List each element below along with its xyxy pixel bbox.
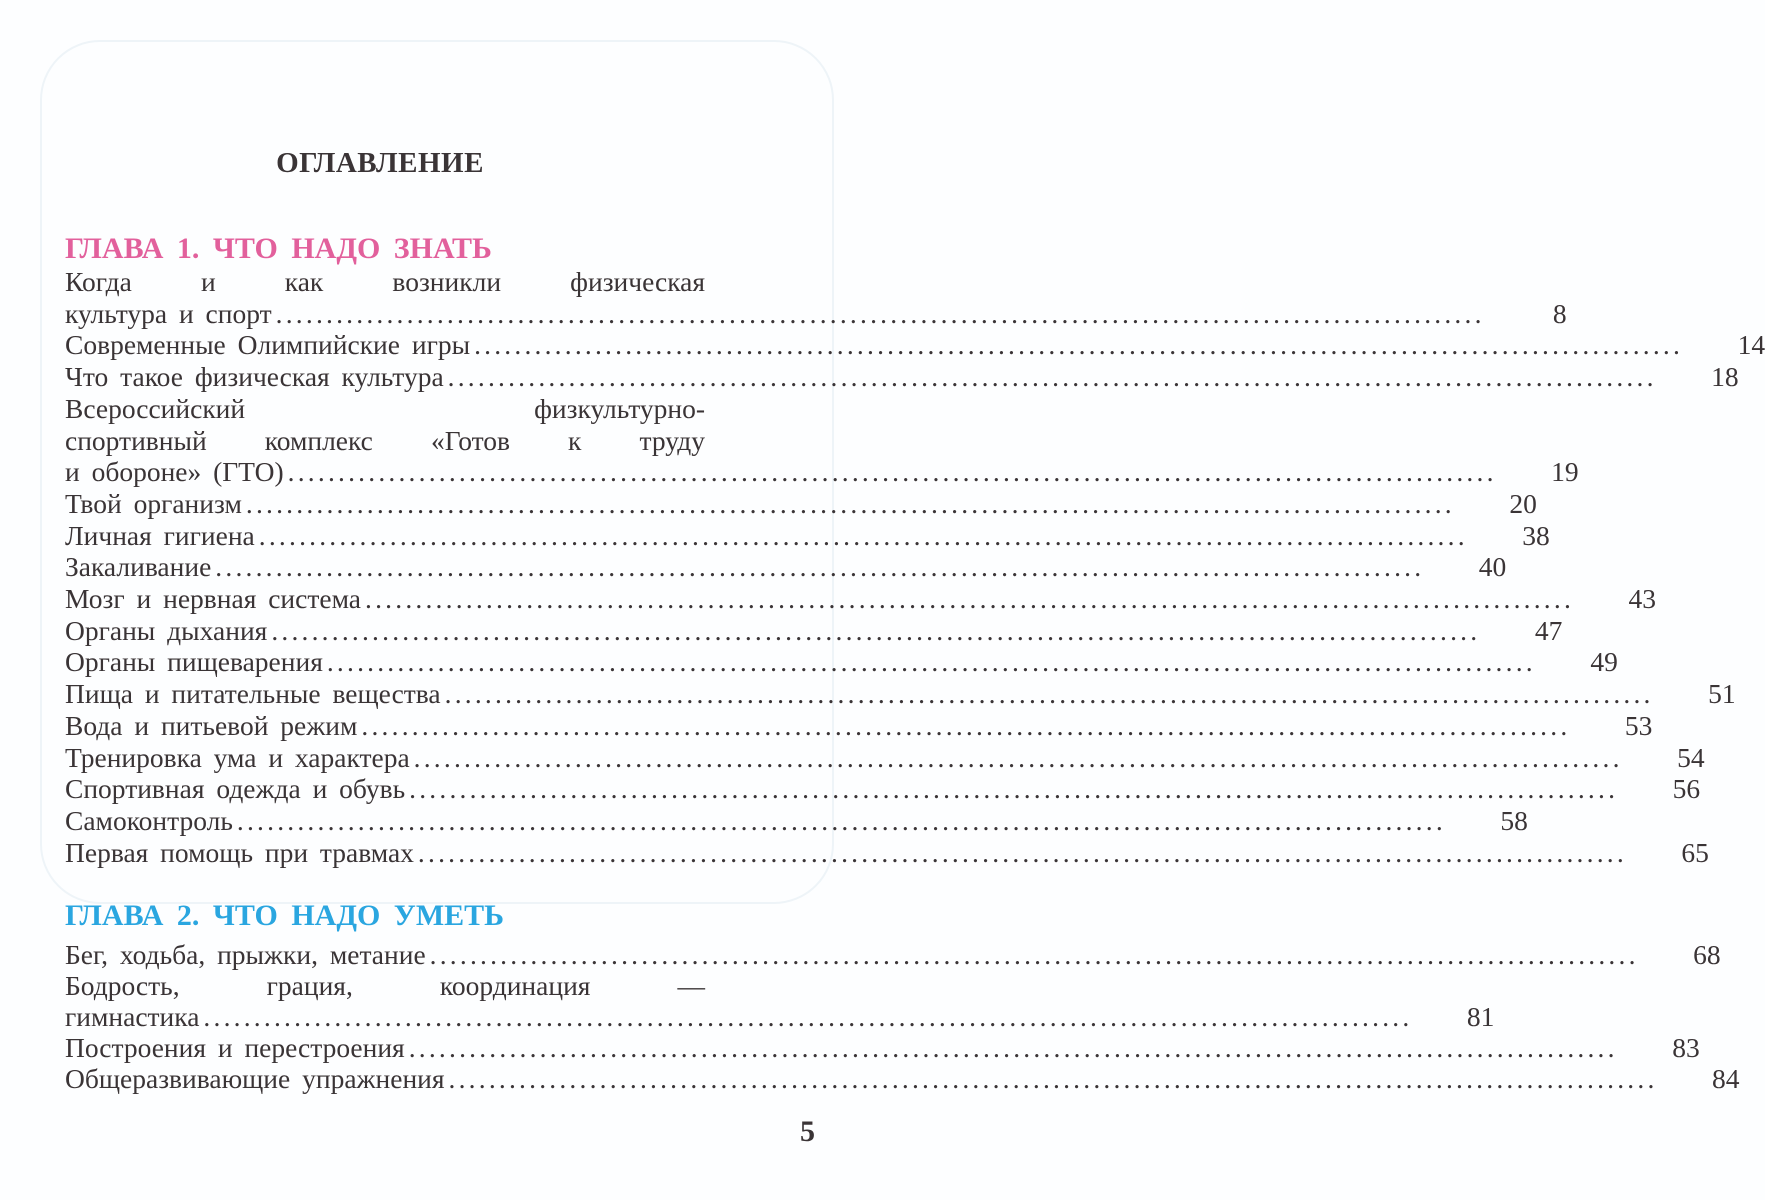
toc-entry-page: 20 [1509,487,1537,519]
dot-leader: ........................................................................................................................ [448,1063,1658,1094]
page-title: ОГЛАВЛЕНИЕ [276,147,484,179]
toc-entry-title: Общеразвивающие упражнения [65,1063,445,1094]
toc-entry[interactable] [65,804,1528,837]
toc-entry-title: Твой организм [65,487,242,519]
toc-entry-title: Всероссийский физкультурно- [65,392,705,424]
dot-leader: ........................................................................................................................ [413,741,1623,773]
toc-entry-title: Закаливание [65,551,212,583]
dot-leader: ........................................................................................................................ [429,939,1639,970]
toc-entry[interactable] [65,392,1579,488]
toc-entry-page: 18 [1711,361,1739,393]
toc-entry-page: 51 [1708,678,1736,710]
chapter-2-entries [65,939,1740,1094]
chapter-2-heading: ГЛАВА 2. ЧТО НАДО УМЕТЬ [65,899,504,932]
toc-entry-page: 65 [1681,836,1709,868]
toc-entry-page: 83 [1672,1032,1700,1063]
toc-entry-title: Современные Олимпийские игры [65,329,471,361]
chapter-1-entries [65,266,1765,868]
toc-entry[interactable] [65,773,1701,805]
dot-leader: ........................................................................................................................ [326,646,1536,678]
toc-entry-page: 54 [1677,741,1705,773]
dot-leader: ........................................................................................................................ [417,836,1627,868]
toc-entry[interactable] [65,551,1507,583]
toc-entry[interactable] [65,361,1739,393]
chapter-1-heading: ГЛАВА 1. ЧТО НАДО ЗНАТЬ [65,232,492,265]
toc-entry-page: 19 [1551,456,1579,488]
toc-entry[interactable] [65,1032,1700,1063]
dot-leader: ........................................................................................................................ [408,1032,1618,1063]
toc-entry-title: спортивный комплекс «Готов к труду [65,424,705,456]
toc-entry-title: Органы дыхания [65,614,268,646]
toc-entry-title: Бег, ходьба, прыжки, метание [65,939,426,970]
dot-leader: ........................................................................................................................ [275,297,1485,329]
toc-entry-page: 53 [1624,709,1653,741]
dot-leader: ........................................................................................................................ [245,487,1455,519]
dot-leader: ........................................................................................................................ [361,709,1571,741]
toc-entry[interactable] [65,646,1618,678]
toc-entry-page: 47 [1534,614,1563,646]
toc-entry-title: Когда и как возникли физическая [65,266,705,297]
toc-entry-title: Вода и питьевой режим [65,709,358,741]
toc-entry[interactable] [65,487,1537,520]
toc-entry-title: Органы пищеварения [65,646,323,678]
toc-entry-page: 14 [1737,329,1765,361]
toc-entry[interactable] [65,741,1705,774]
toc-entry-page: 58 [1500,804,1528,836]
toc-entry-title: Что такое физическая культура [65,361,444,393]
toc-entry-title: Первая помощь при травмах [65,836,414,868]
dot-leader: ........................................................................................................................ [444,678,1654,710]
toc-entry[interactable] [65,1063,1740,1094]
toc-entry-title: гимнастика [65,1001,200,1032]
toc-entry-title: Спортивная одежда и обувь [65,773,406,805]
toc-entry-page: 84 [1712,1063,1740,1094]
dot-leader: ........................................................................................................................ [203,1001,1413,1032]
toc-entry[interactable] [65,939,1721,970]
toc-entry-title: и обороне» (ГТО) [65,456,284,488]
toc-entry[interactable] [65,709,1653,742]
toc-entry-title: Построения и перестроения [65,1032,405,1063]
toc-entry-title: Самоконтроль [65,804,233,836]
toc-entry[interactable] [65,519,1550,552]
toc-entry-page: 38 [1522,519,1550,551]
toc-entry-page: 56 [1672,773,1701,805]
toc-entry[interactable] [65,583,1657,615]
dot-leader: ........................................................................................................................ [447,361,1657,393]
toc-entry-title: Тренировка ума и характера [65,741,410,773]
toc-entry-page: 68 [1693,939,1721,970]
toc-entry-title: Бодрость, грация, координация — [65,970,705,1001]
dot-leader: ........................................................................................................................ [365,583,1575,615]
toc-entry[interactable] [65,836,1709,869]
dot-leader: ........................................................................................................................ [271,614,1481,646]
toc-entry-page: 43 [1628,583,1657,615]
dot-leader: ........................................................................................................................ [215,551,1425,583]
toc-entry[interactable] [65,970,1495,1032]
toc-entry-title: Мозг и нервная система [65,583,362,615]
toc-entry-title: Личная гигиена [65,519,255,551]
toc-entry-page: 8 [1552,297,1567,329]
page-number: 5 [800,1115,815,1148]
toc-entry[interactable] [65,678,1736,710]
dot-leader: ........................................................................................................................ [236,804,1446,836]
toc-entry-page: 40 [1478,551,1507,583]
dot-leader: ........................................................................................................................ [287,456,1497,488]
dot-leader: ........................................................................................................................ [258,519,1468,551]
toc-entry[interactable] [65,329,1765,361]
dot-leader: ........................................................................................................................ [409,773,1619,805]
toc-entry-page: 81 [1466,1001,1495,1032]
toc-entry-page: 49 [1590,646,1618,678]
toc-entry-title: Пища и питательные вещества [65,678,441,710]
toc-entry-title: культура и спорт [65,297,272,329]
dot-leader: ........................................................................................................................ [474,329,1684,361]
toc-entry[interactable] [65,614,1563,647]
toc-entry[interactable] [65,266,1567,329]
